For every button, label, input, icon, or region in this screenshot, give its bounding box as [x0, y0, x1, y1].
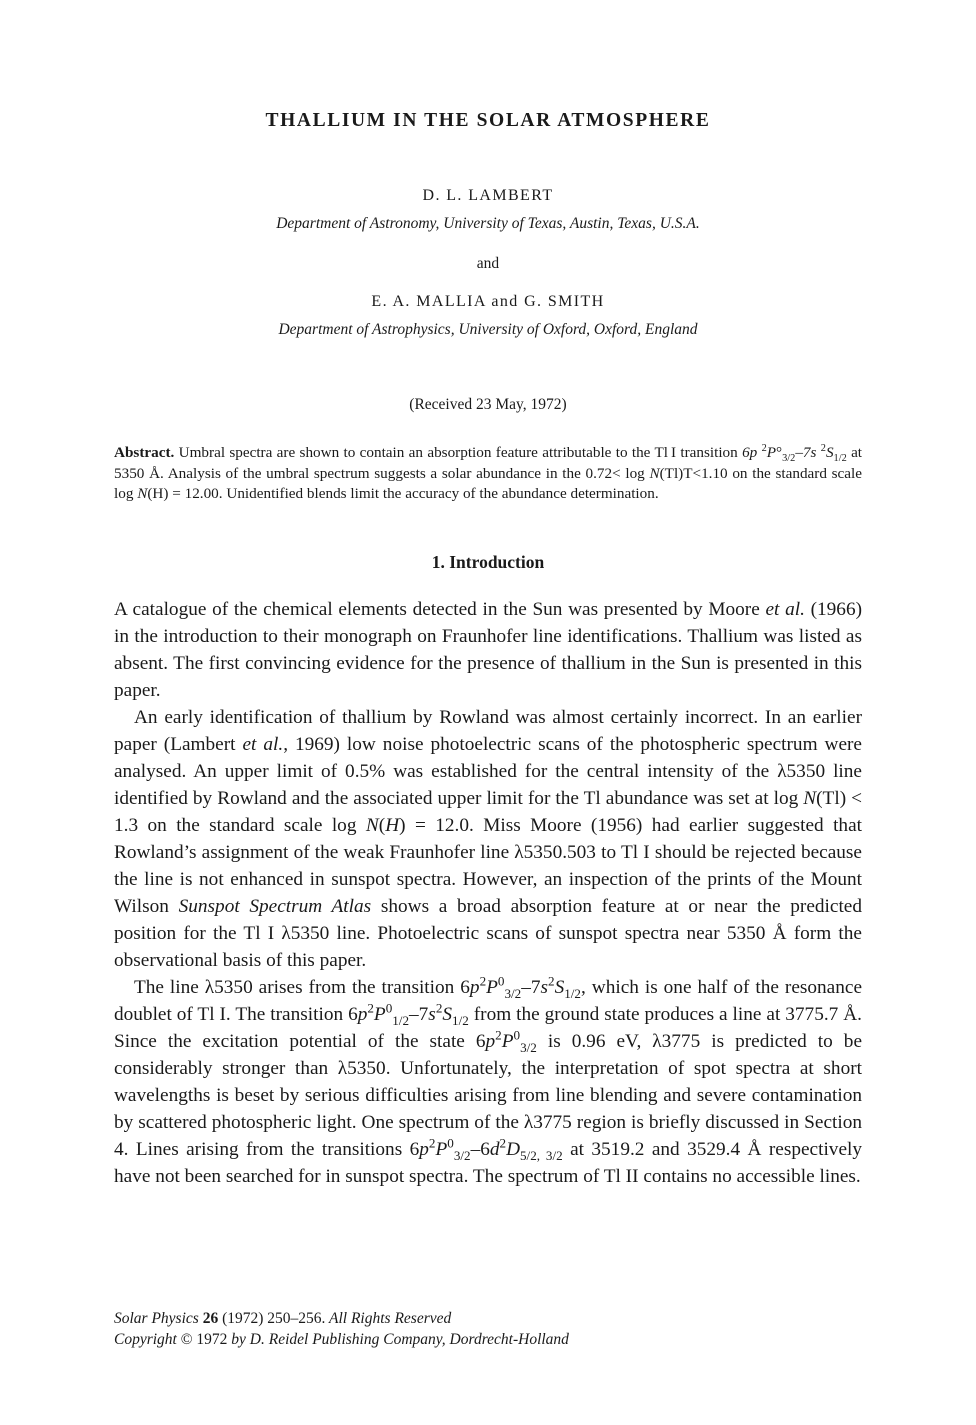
abstract-label: Abstract.: [114, 444, 175, 461]
received-date: (Received 23 May, 1972): [409, 396, 567, 413]
transition-formula: $6p^2P^0_{1/2}-7s^2S_{1/2}$: [348, 1000, 469, 1028]
abstract-text: (Tl)T<1.10 on the standard scale log: [114, 464, 862, 502]
author-affiliation: Department of Astrophysics, University of Oxford, Oxford, England: [278, 321, 698, 338]
author-names: D. L. LAMBERT: [422, 187, 554, 204]
section-heading: 1. Introduction: [431, 552, 545, 572]
author-conjunction: and: [476, 255, 500, 272]
state-formula: $6p^2P^0_{3/2}$: [475, 1027, 537, 1055]
author-affiliation: Department of Astronomy, University of Texas, Austin, Texas, U.S.A.: [276, 215, 700, 232]
body-text: [114, 596, 862, 1190]
paragraph: A catalogue of the chemical elements detected in the Sun was presented by Moore et al. (1966) in the introduction to their monograph on Fraunhofer line identifications. Thallium was listed as absent. The first convincing evidence for the presence of thallium in the Sun is presented in this paper.: [114, 599, 863, 701]
copyright-line: Copyright © 1972 by D. Reidel Publishing Company, Dordrecht-Holland: [114, 1331, 569, 1348]
abstract-text: (H) = 12.00. Unidentified blends limit the accuracy of the abundance determination.: [147, 485, 659, 502]
abstract-text: Umbral spectra are shown to contain an absorption feature attributable to the Tl I transition: [178, 444, 738, 461]
paper-title: THALLIUM IN THE SOLAR ATMOSPHERE: [265, 110, 711, 131]
abstract: Abstract. Umbral spectra are shown to contain an absorption feature attributable to the Tl I transition 6p $^2P^\circ_{3/2}-7s$ $^2S_{1/2}$ at 5350 Å. Analysis of the umbral spectrum suggests a solar abundance in the 0.72< log N(Tl)T<1.10 on the standard scale log N(H) = 12.00. Unidentified blends limit the accuracy of the abundance determination.: [114, 442, 863, 502]
paragraph: The line λ5350 arises from the transition $6p^2P^0_{3/2}-7s^2S_{1/2}$, which is one half of the resonance doublet of Tl I. The transition $6p^2P^0_{1/2}-7s^2S_{1/2}$ from the ground state produces a line at 3775.7 Å. Since the excitation potential of the state $6p^2P^0_{3/2}$ is 0.96 eV, λ3775 is predicted to be considerably stronger than λ5350. Unfortunately, the interpretation of spot spectra at short wavelengths is beset by serious difficulties arising from line blending and severe contamination by scattered photospheric light. One spectrum of the λ3775 region is briefly discussed in Section 4. Lines arising from the transitions $6p^2P^0_{3/2}-6d^2D_{5/2, 3/2}$ at 3519.2 and 3529.4 Å respectively have not been searched for in sunspot spectra. The spectrum of Tl II contains no accessible lines.: [114, 973, 863, 1187]
transition-formula: 6p $^2P^\circ_{3/2}-7s$ $^2S_{1/2}$: [742, 442, 847, 465]
author-names: E. A. MALLIA and G. SMITH: [371, 293, 605, 310]
transition-formula: $6p^2P^0_{3/2}-6d^2D_{5/2, 3/2}$: [409, 1135, 563, 1163]
transition-formula: $6p^2P^0_{3/2}-7s^2S_{1/2}$: [460, 973, 581, 1001]
journal-citation: Solar Physics 26 (1972) 250–256. All Rights Reserved: [114, 1310, 452, 1327]
journal-footer: [114, 1308, 862, 1350]
paragraph: An early identification of thallium by Rowland was almost certainly incorrect. In an earlier paper (Lambert et al., 1969) low noise photoelectric scans of the photospheric spectrum were analysed. An upper limit of 0.5% was established for the central intensity of the λ5350 line identified by Rowland and the associated upper limit for the Tl abundance was set at log N(Tl) < 1.3 on the standard scale log N(H) = 12.0. Miss Moore (1956) had earlier suggested that Rowland’s assignment of the weak Fraunhofer line λ5350.503 to Tl I should be rejected because the line is not enhanced in sunspot spectra. However, an inspection of the prints of the Mount Wilson Sunspot Spectrum Atlas shows a broad absorption feature at or near the predicted position for the Tl I λ5350 line. Photoelectric scans of sunspot spectra near 5350 Å form the observational basis of this paper.: [114, 707, 863, 971]
abstract-text: at 5350 Å. Analysis of the umbral spectrum suggests a solar abundance in the 0.72< log: [114, 444, 863, 482]
